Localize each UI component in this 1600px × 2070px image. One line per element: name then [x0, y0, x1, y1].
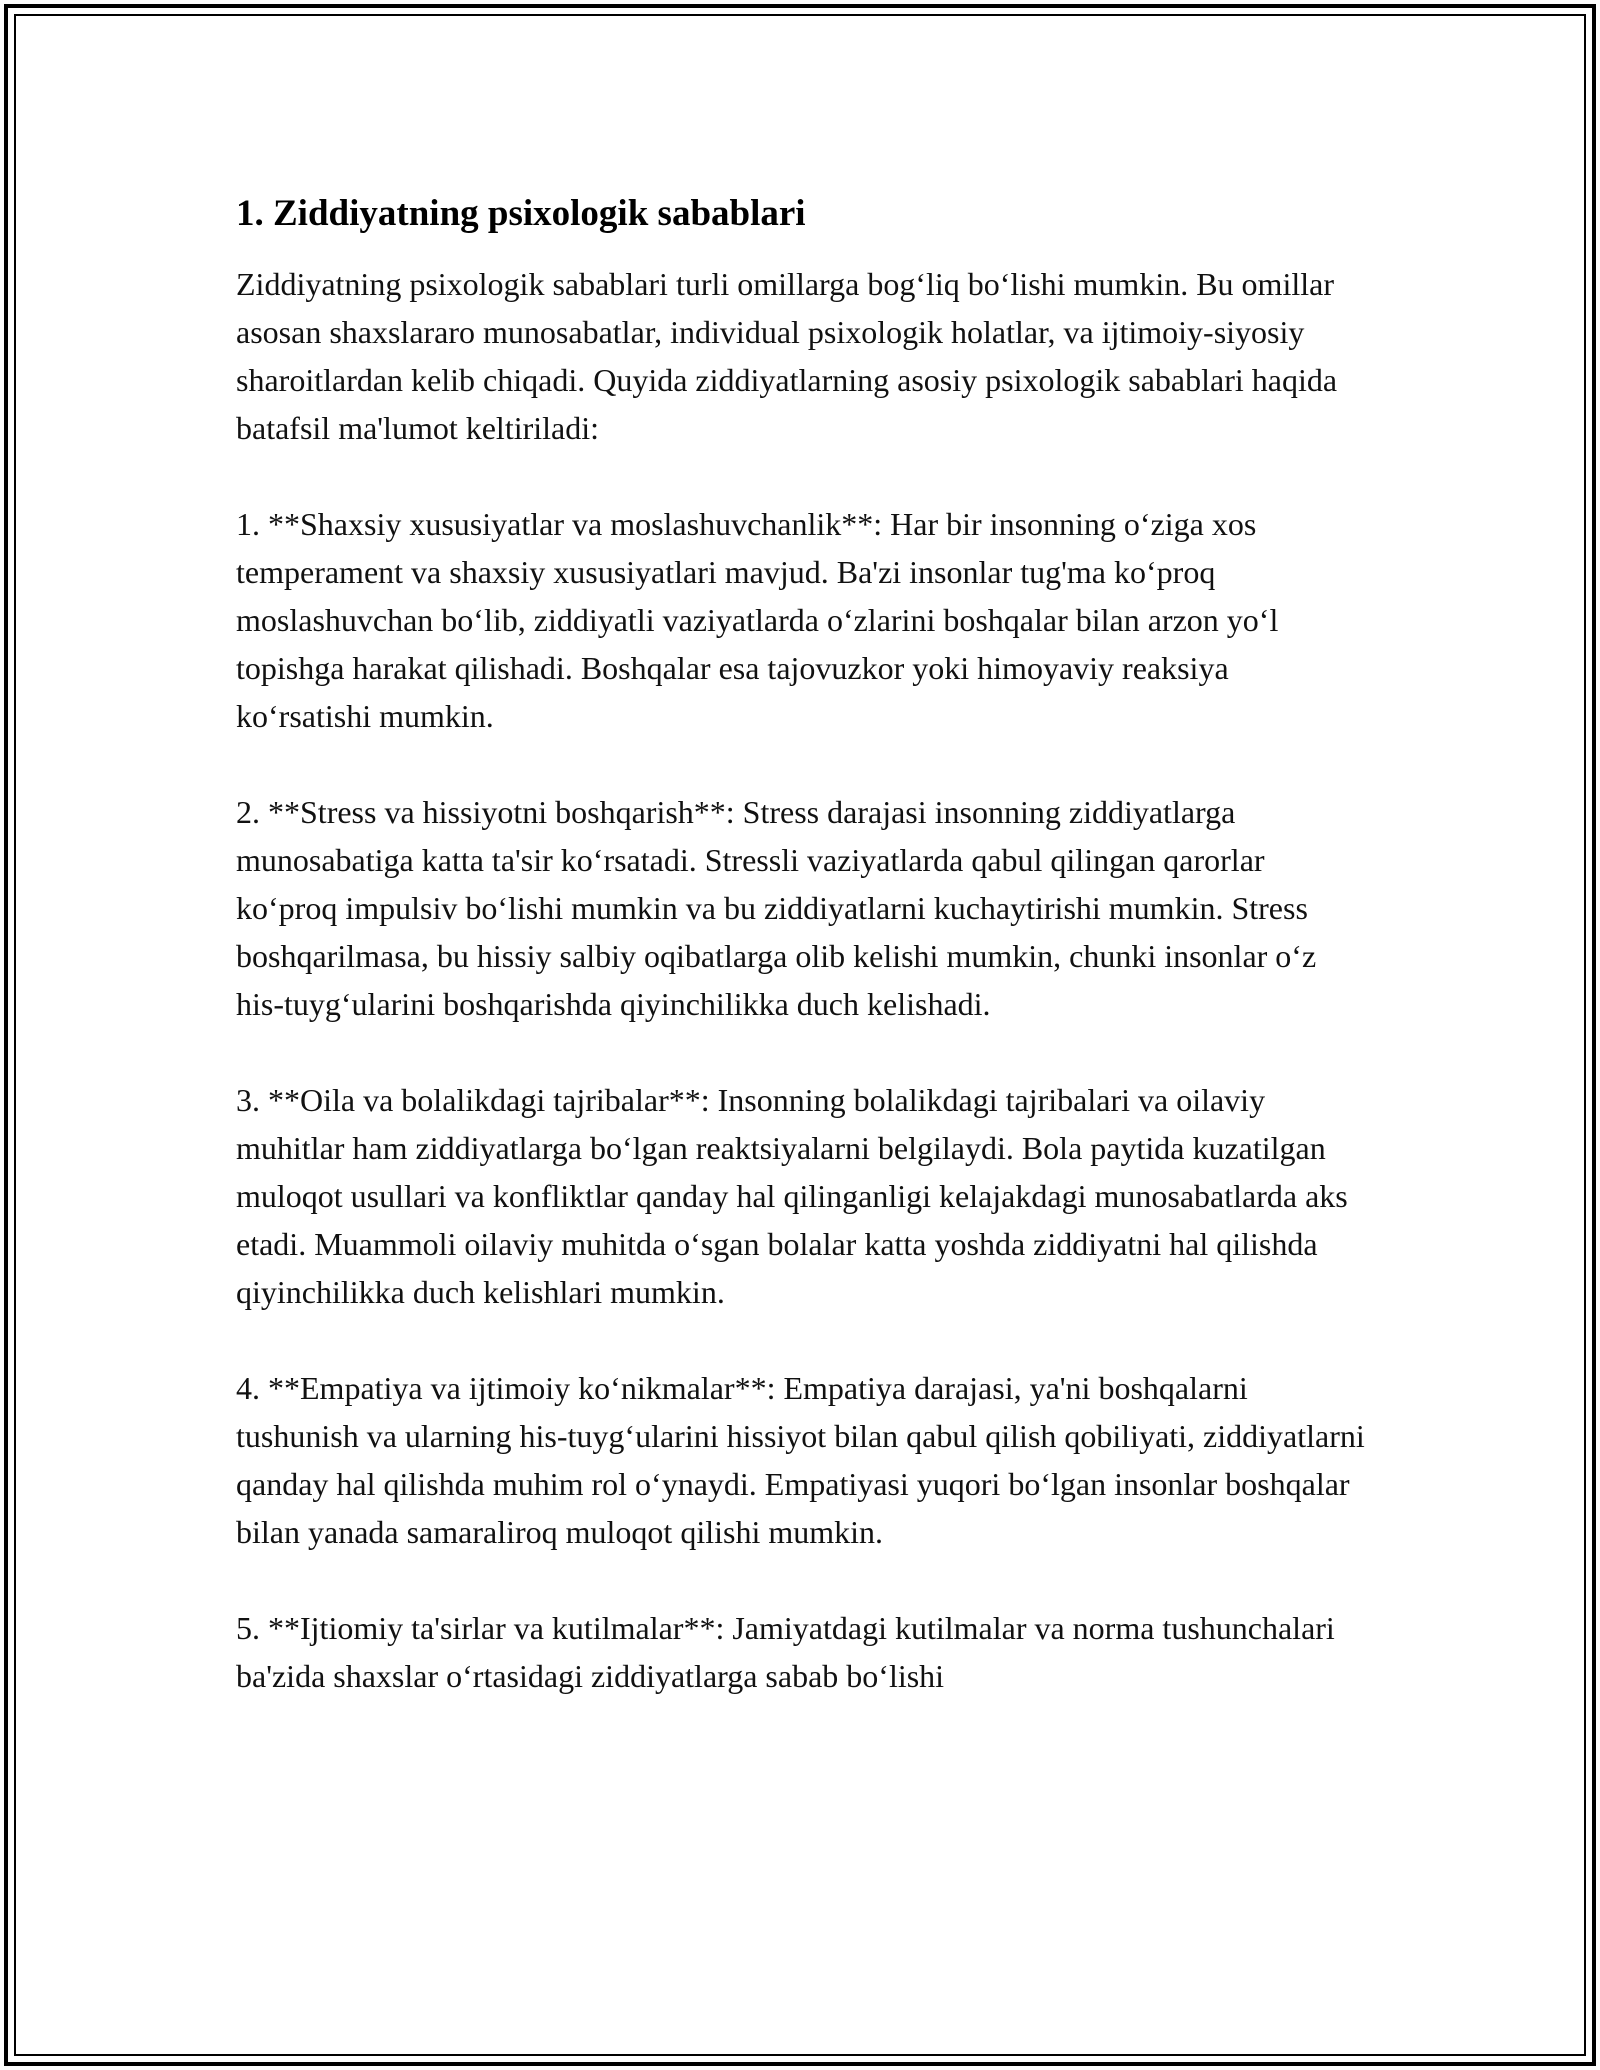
- paragraph-personal-traits: 1. **Shaxsiy xususiyatlar va moslashuvchanlik**: Har bir insonning o‘ziga xos temperament va shaxsiy xususiyatlari mavjud. Ba'zi insonlar tug'ma ko‘proq moslashuvchan bo‘lib, ziddiyatli vaziyatlarda o‘zlarini boshqalar bilan arzon yo‘l topishga harakat qilishadi. Boshqalar esa tajovuzkor yoki himoyaviy reaksiya ko‘rsatishi mumkin.: [236, 506, 1279, 734]
- section-heading: 1. Ziddiyatning psixologik sabablari: [236, 193, 806, 234]
- paragraph-family-childhood: 3. **Oila va bolalikdagi tajribalar**: Insonning bolalikdagi tajribalari va oilaviy muhitlar ham ziddiyatlarga bo‘lgan reaktsiyalarni belgilaydi. Bola paytida kuzatilgan muloqot usullari va konfliktlar qanday hal qilinganligi kelajakdagi munosabatlarda aks etadi. Muammoli oilaviy muhitda o‘sgan bolalar katta yoshda ziddiyatni hal qilishda qiyinchilikka duch kelishlari mumkin.: [236, 1082, 1348, 1310]
- paragraph-stress: 2. **Stress va hissiyotni boshqarish**: Stress darajasi insonning ziddiyatlarga munosabatiga katta ta'sir ko‘rsatadi. Stressli vaziyatlarda qabul qilingan qarorlar ko‘proq impulsiv bo‘lishi mumkin va bu ziddiyatlarni kuchaytirishi mumkin. Stress boshqarilmasa, bu hissiy salbiy oqibatlarga olib kelishi mumkin, chunki insonlar o‘z his-tuyg‘ularini boshqarishda qiyinchilikka duch kelishadi.: [236, 794, 1317, 1022]
- document-body: [236, 186, 1366, 1748]
- paragraph-social-influences: 5. **Ijtiomiy ta'sirlar va kutilmalar**: Jamiyatdagi kutilmalar va norma tushunchalari ba'zida shaxslar o‘rtasidagi ziddiyatlarga sabab bo‘lishi: [236, 1610, 1335, 1694]
- paragraph-empathy: 4. **Empatiya va ijtimoiy ko‘nikmalar**: Empatiya darajasi, ya'ni boshqalarni tushunish va ularning his-tuyg‘ularini hissiyot bilan qabul qilish qobiliyati, ziddiyatlarni qanday hal qilishda muhim rol o‘ynaydi. Empatiyasi yuqori bo‘lgan insonlar boshqalar bilan yanada samaraliroq muloqot qilishi mumkin.: [236, 1370, 1365, 1550]
- intro-paragraph: Ziddiyatning psixologik sabablari turli omillarga bog‘liq bo‘lishi mumkin. Bu omillar asosan shaxslararo munosabatlar, individual psixologik holatlar, va ijtimoiy-siyosiy sharoitlardan kelib chiqadi. Quyida ziddiyatlarning asosiy psixologik sabablari haqida batafsil ma'lumot keltiriladi:: [236, 266, 1338, 446]
